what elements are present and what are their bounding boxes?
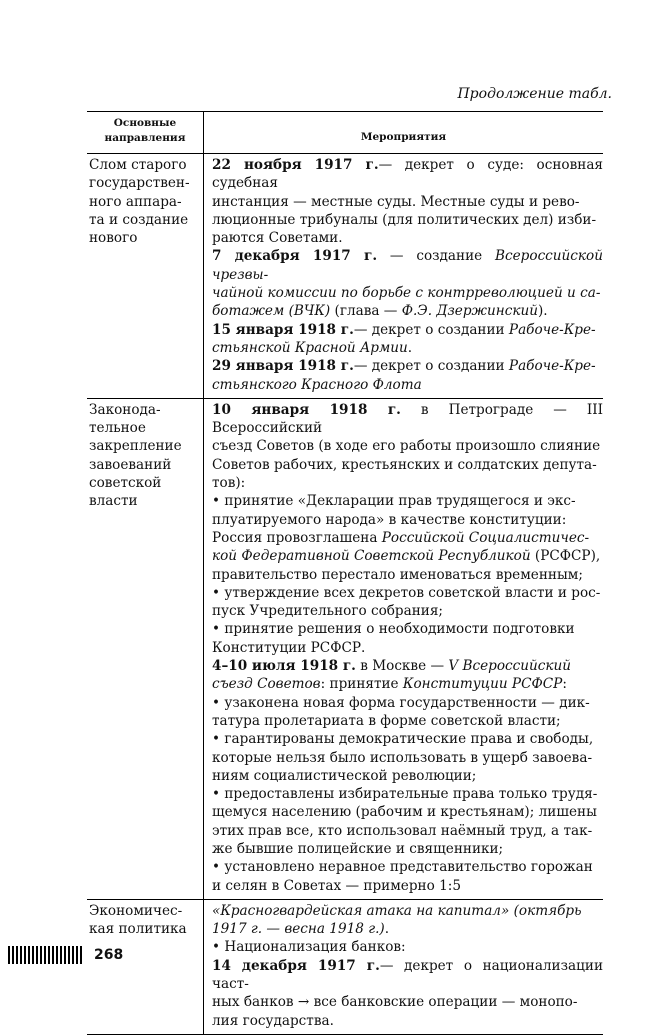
page-stripes-decoration [8,946,82,964]
table-header-row [87,112,603,154]
table-row [87,899,603,1034]
direction-cell: Слом старого государствен- ного аппара- та и создание нового [87,154,204,399]
col-header-directions: Основные направления [87,112,204,154]
events-cell: 22 ноября 1917 г.— декрет о суде: основная судебная инстанция — местные суды. Местные суды и рево- люционные трибуналы (для политических дел) изби- раются Советами. 7 декабря 1917 г. — создание Всероссийской чрезвы- чайной комиссии по борьбе с контрреволюцией и са- ботажем (ВЧК) (глава — Ф.Э. Дзержинский). 15 января 1918 г.— декрет о создании Рабоче-Кре- стьянской Красной Армии. 29 января 1918 г.— декрет о создании Рабоче-Кре- стьянского Красного Флота [204,154,604,399]
direction-cell: Законода- тельное закрепление завоеваний советской власти [87,398,204,899]
table-row [87,398,603,899]
table-row [87,154,603,399]
events-cell: 10 января 1918 г. в Петрограде — III Всероссийский съезд Советов (в ходе его работы произошло слияние Советов рабочих, крестьянских и солдатских депута- тов): • принятие «Декларации прав трудящегося и экс- плуатируемого народа» в качестве конституции: Россия провозглашена Российской Социалистичес- кой Федеративной Советской Республикой (РСФСР), правительство перестало именоваться временным; • утверждение всех декретов советской власти и рос- пуск Учредительного собрания; • принятие решения о необходимости подготовки Конституции РСФСР. 4–10 июля 1918 г. в Москве — V Всероссийский съезд Советов: принятие Конституции РСФСР: • узаконена новая форма государственности — дик- татура пролетариата в форме советской власти; • гарантированы демократические права и свободы, которые нельзя было использовать в ущерб завоева- ниям социалистической революции; • предоставлены избирательные права только трудя- щемуся населению (рабочим и крестьянам); лишены этих прав все, кто использовал наёмный труд, а так- же бывшие полицейские и священники; • установлено неравное представительство горожан и селян в Советах — примерно 1:5 [204,398,604,899]
col-header-measures: Мероприятия [204,112,604,154]
continuation-label: Продолжение табл. [457,86,612,102]
events-table [87,111,603,1035]
direction-cell: Экономичес- кая политика [87,899,204,1034]
events-cell: «Красногвардейская атака на капитал» (октябрь 1917 г. — весна 1918 г.). • Национализация банков: 14 декабря 1917 г.— декрет о национализации част- ных банков → все банковские операции — монопо- лия государства. [204,899,604,1034]
page-number: 268 [94,947,124,963]
